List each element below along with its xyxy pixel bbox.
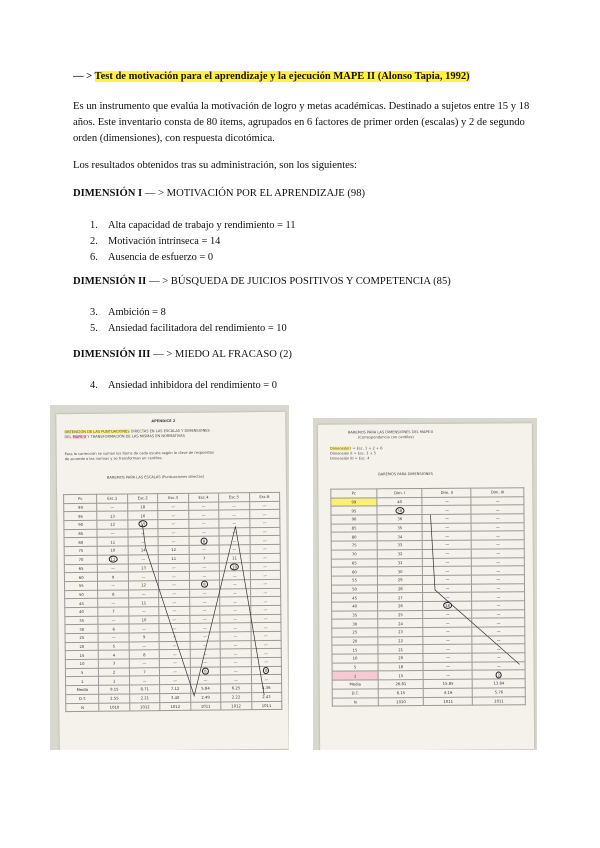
document-heading	[73, 71, 470, 82]
heading-arrow: — >	[73, 71, 95, 82]
scanned-sheet: BAREMOS PARA LAS DIMENSIONES DEL MAPE-II (Correspondencia con centiles) Dimensión I = Esc. 1 + 2 + 6 Dimensión II = Esc. 3 + 5 Dimensión III = Esc. 4 BAREMOS PARA DIMENSIONES Pc Dim. I Dim. II Dim. III 99 40 — — 95 38 — — 90 36 — — 85 35 — — 80 34 — — 75 33 — — 70 32 — — 65 31 — — 60 30 — — 55 29 — — 50 28 — — 45 27 — — 40 26 18 — 35 25 — — 30 24 — — 25 23 — — 20 22 — — 15 21 — — 10 20 — — 5 18 — — 1 15 — 2 Media 26.81 15.85 13.84 D.T. 6.15 4.16 5.76 N 1010 1011 1011	[318, 423, 534, 750]
heading-title: Test de motivación para el aprendizaje y la ejecución MAPE II (Alonso Tapia, 1992)	[94, 71, 470, 82]
scanned-table-photo-right	[313, 418, 537, 750]
scanned-sheet: APENDICE 2 OBTENCIÓN DE LAS PUNTUACIONES DIRECTAS EN LAS ESCALAS Y DIMENSIONES DEL MAPE-II Y TRANSFORMACIÓN DE LAS MISMAS EN NORMATIVAS Para la corrección se suman los ítems de cada escala según la clave de respuestas de acuerdo a las normas y se transforman en centiles. BAREMOS PARA LAS ESCALAS (Puntuaciones directas) Pc Esc.1 Esc.2 Esc.3 Esc.4 Esc.5 Esc.6 99 — 18 — — — — 95 13 16 — — — — 90 12 15 — — — — 85 — — — — — — 80 11 — — 8 — — 75 10 14 12 — — — 70 11 — 11 7 11 — 65 — 13 — — 10 — 60 9 — — — — — 55 — 12 — 8 — — 50 8 — — — — — 45 — 11 — — — — 40 7 — — — — — 35 — 10 — — — — 30 6 — — — — — 25 — 9 — — — — 20 5 — — — — — 15 4 8 — — — — 10 3 — — — — — 5 2 7 — 0 — 0 1 1 — — — — — Media 9.15 8.71 7.12 5.84 6.25 4.36 D.T. 2.55 2.21 3.40 2.49 2.22 2.43 N 1010 1012 1012 1011 1012 1011	[56, 412, 289, 750]
dimension-3-items	[90, 378, 277, 394]
dimension-2-heading: DIMENSIÓN II — > BÚSQUEDA DE JUICIOS POSITIVOS Y COMPETENCIA (85)	[73, 276, 451, 287]
dimension-1-items	[90, 218, 296, 266]
list-item: 1. Alta capacidad de trabajo y rendimiento = 11	[90, 220, 296, 231]
scanned-table-photo-left	[50, 405, 289, 750]
list-item: 3. Ambición = 8	[90, 307, 166, 318]
list-item: 2. Motivación intrínseca = 14	[90, 236, 221, 247]
results-intro: Los resultados obtenidos tras su administración, son los siguientes:	[73, 160, 357, 171]
dimension-1-heading: DIMENSIÓN I — > MOTIVACIÓN POR EL APRENDIZAJE (98)	[73, 188, 366, 199]
dimension-profile-line	[318, 423, 534, 750]
intro-paragraph: Es un instrumento que evalúa la motivación de logro y metas académicas. Destinado a sujetos entre 15 y 18 años. Este inventario consta de 80 ítems, agrupados en 6 factores de primer orden (escalas) y 2 de segundo orden (dimensiones), con respuesta dicotómica.	[73, 101, 530, 144]
list-item: 6. Ausencia de esfuerzo = 0	[90, 252, 214, 263]
list-item: 4. Ansiedad inhibidora del rendimiento = 0	[90, 380, 277, 391]
scanned-dimension-table: Pc Dim. I Dim. II Dim. III 99 40 — — 95 38 — — 90 36 — — 85 35 — — 80 34 — — 75 33 — — 70 32 — — 65 31 — — 60 30 — — 55 29 — — 50 28 — — 45 27 — — 40 26 18 — 35 25 — — 30 24 — — 25 23 — — 20 22 — — 15 21 — — 10 20 — — 5 18 — — 1 15 — 2 Media 26.81 15.85 13.84 D.T. 6.15 4.16 5.76 N 1010 1011 1011	[330, 487, 526, 707]
score-profile-line	[56, 412, 289, 750]
scanned-score-table: Pc Esc.1 Esc.2 Esc.3 Esc.4 Esc.5 Esc.6 99 — 18 — — — — 95 13 16 — — — — 90 12 15 — — — — 85 — — — — — — 80 11 — — 8 — — 75 10 14 12 — — — 70 11 — 11 7 11 — 65 — 13 — — 10 — 60 9 — — — — — 55 — 12 — 8 — — 50 8 — — — — — 45 — 11 — — — — 40 7 — — — — — 35 — 10 — — — — 30 6 — — — — — 25 — 9 — — — — 20 5 — — — — — 15 4 8 — — — — 10 3 — — — — — 5 2 7 — 0 — 0 1 1 — — — — — Media 9.15 8.71 7.12 5.84 6.25 4.36 D.T. 2.55 2.21 3.40 2.49 2.22 2.43 N 1010 1012 1012 1011 1012 1011	[63, 492, 282, 712]
list-item: 5. Ansiedad facilitadora del rendimiento = 10	[90, 323, 287, 334]
dimension-3-heading: DIMENSIÓN III — > MIEDO AL FRACASO (2)	[73, 349, 292, 360]
dimension-2-items	[90, 305, 287, 337]
